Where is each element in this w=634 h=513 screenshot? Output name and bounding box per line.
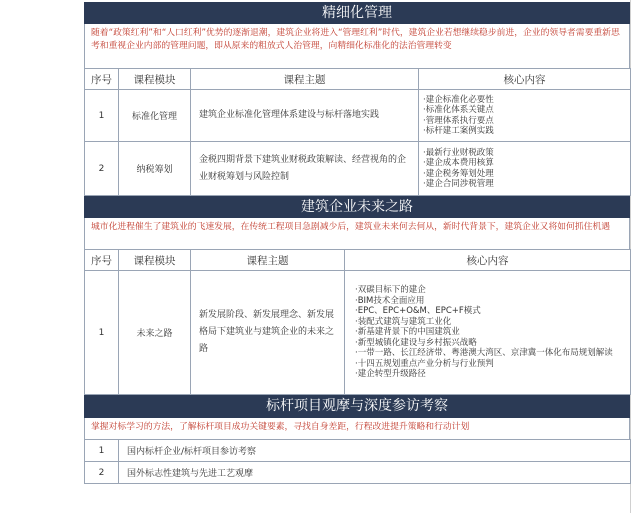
core-item: · 双碳目标下的建企 xyxy=(355,285,626,296)
row-no: 1 xyxy=(85,440,119,462)
core-item: · 十四五规划重点产业分析与行业预判 xyxy=(355,359,626,370)
table-row xyxy=(85,462,631,484)
row-no: 2 xyxy=(85,142,119,196)
section-title-refined-management: 精细化管理 xyxy=(84,2,630,24)
header-no: 序号 xyxy=(85,69,119,90)
core-list xyxy=(345,285,630,380)
header-no: 序号 xyxy=(85,250,119,271)
row-core xyxy=(419,142,631,196)
row-no: 1 xyxy=(85,271,119,395)
core-item: · 标准化体系关键点 xyxy=(423,105,626,116)
row-no: 2 xyxy=(85,462,119,484)
section-intro: 随着“政策红利”和“人口红利”优势的逐渐退潮，建筑企业将进入“管理红利”时代，建筑企业若想继续稳步前进，企业的领导者需要重新思考和重视企业内部的管理问题，即从原来的粗放式人治管理，向精细化标准化的法治管理转变 xyxy=(84,24,630,68)
row-text: 国内标杆企业/标杆项目参访考察 xyxy=(119,440,631,462)
table-row xyxy=(85,142,631,196)
core-item: · 建企税务筹划处理 xyxy=(423,169,626,180)
header-core: 核心内容 xyxy=(419,69,631,90)
core-item: · 新基建背景下的中国建筑业 xyxy=(355,327,626,338)
header-topic: 课程主题 xyxy=(191,250,345,271)
row-text: 国外标志性建筑与先进工艺观摩 xyxy=(119,462,631,484)
core-list xyxy=(419,148,630,190)
core-item: · 管理体系执行要点 xyxy=(423,116,626,127)
row-module: 标准化管理 xyxy=(119,90,191,142)
visit-table xyxy=(84,439,631,484)
course-table-future-road xyxy=(84,249,631,395)
row-module: 纳税筹划 xyxy=(119,142,191,196)
header-topic: 课程主题 xyxy=(191,69,419,90)
row-core xyxy=(345,271,631,395)
table-row xyxy=(85,271,631,395)
section-title-future-road: 建筑企业未来之路 xyxy=(84,196,630,218)
core-item: · EPC、EPC+O&M、EPC+F模式 xyxy=(355,306,626,317)
row-topic: 建筑企业标准化管理体系建设与标杆落地实践 xyxy=(191,90,419,142)
core-item: · BIM技术全面应用 xyxy=(355,296,626,307)
core-item: · 装配式建筑与建筑工业化 xyxy=(355,317,626,328)
course-table-refined-management xyxy=(84,68,631,196)
core-item: · 一带一路、长江经济带、粤港澳大湾区、京津冀一体化布局规划解读 xyxy=(355,348,626,359)
row-core xyxy=(419,90,631,142)
section-title-benchmark-visit: 标杆项目观摩与深度参访考察 xyxy=(84,395,630,418)
row-module: 未来之路 xyxy=(119,271,191,395)
table-header-row xyxy=(85,69,631,90)
header-module: 课程模块 xyxy=(119,69,191,90)
row-no: 1 xyxy=(85,90,119,142)
row-topic: 金税四期背景下建筑业财税政策解读、经营视角的企业财税筹划与风险控制 xyxy=(191,142,419,196)
table-row xyxy=(85,90,631,142)
section-intro: 掌握对标学习的方法，了解标杆项目成功关键要素，寻找自身差距，行程改进提升策略和行动计划 xyxy=(84,418,630,439)
core-item: · 建企转型升级路径 xyxy=(355,369,626,380)
header-module: 课程模块 xyxy=(119,250,191,271)
core-item: · 建企合同涉税管理 xyxy=(423,179,626,190)
row-topic: 新发展阶段、新发展理念、新发展格局下建筑业与建筑企业的未来之路 xyxy=(191,271,345,395)
table-row xyxy=(85,440,631,462)
core-item: · 新型城镇化建设与乡村振兴战略 xyxy=(355,338,626,349)
core-list xyxy=(419,95,630,137)
course-document xyxy=(84,2,630,484)
header-core: 核心内容 xyxy=(345,250,631,271)
section-intro: 城市化进程催生了建筑业的飞速发展，在传统工程项目急剧减少后，建筑业未来何去何从，新时代背景下，建筑企业又将如何抓住机遇 xyxy=(84,218,630,249)
table-header-row xyxy=(85,250,631,271)
core-item: · 建企成本费用核算 xyxy=(423,158,626,169)
core-item: · 建企标准化必要性 xyxy=(423,95,626,106)
core-item: · 最新行业财税政策 xyxy=(423,148,626,159)
core-item: · 标杆建工案例实践 xyxy=(423,126,626,137)
